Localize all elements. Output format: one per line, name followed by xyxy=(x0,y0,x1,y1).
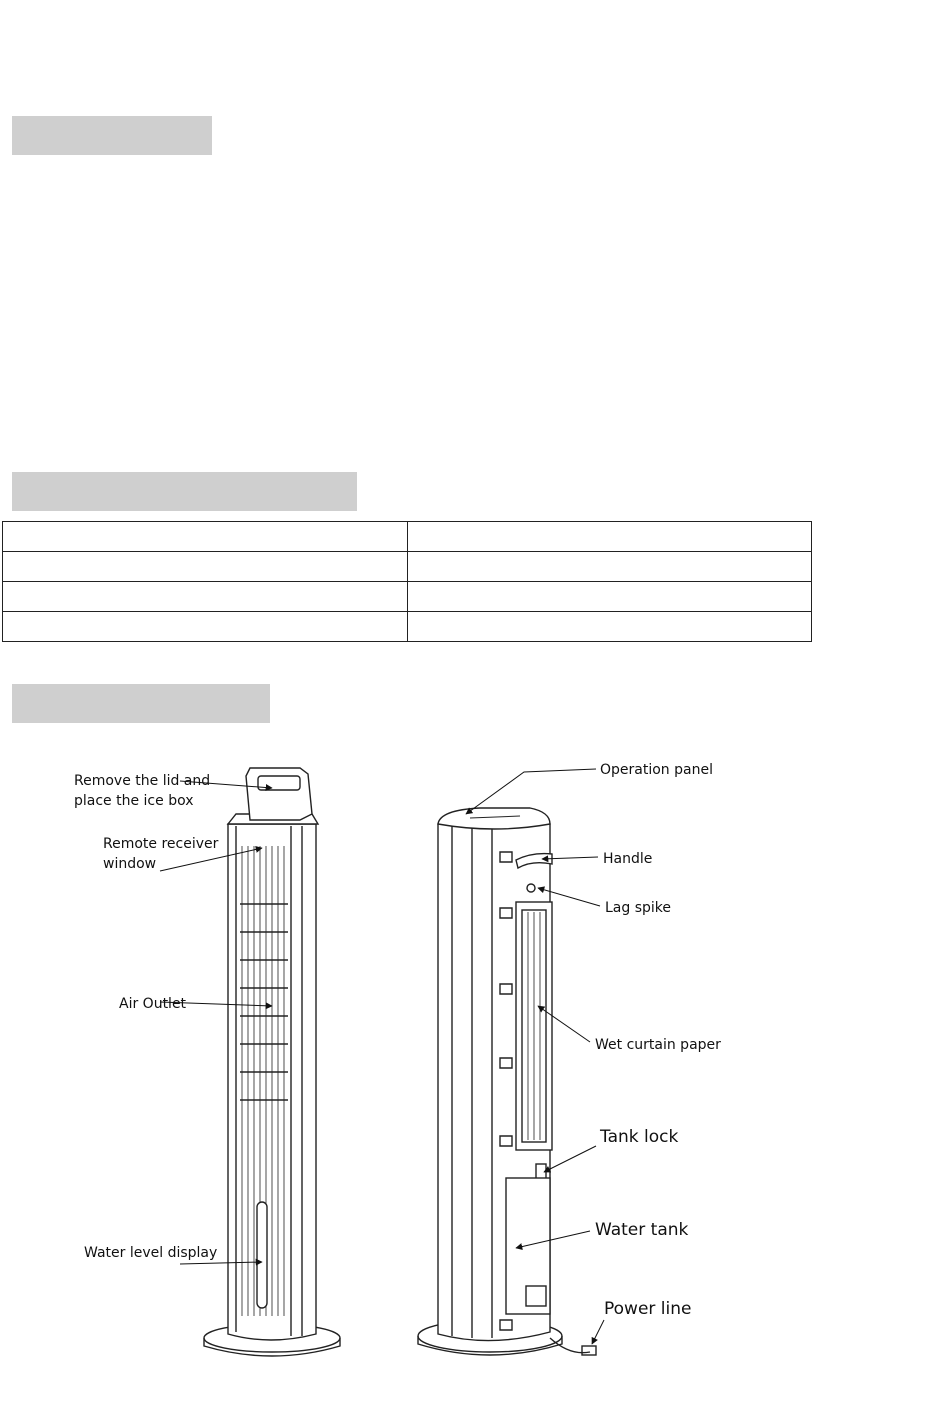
label-remove-lid-line1: Remove the lid and xyxy=(74,773,211,789)
table-cell xyxy=(407,552,812,582)
table-cell xyxy=(407,582,812,612)
table-cell xyxy=(3,522,408,552)
label-remote-receiver-line2: window xyxy=(103,856,157,872)
label-handle: Handle xyxy=(603,851,653,867)
back-view-illustration xyxy=(418,808,596,1355)
section-heading-bar-2 xyxy=(12,472,357,511)
section-heading-bar-1 xyxy=(12,116,212,155)
label-remote-receiver-line1: Remote receiver xyxy=(103,836,219,852)
label-wet-curtain-paper: Wet curtain paper xyxy=(595,1037,721,1053)
table-row xyxy=(3,612,812,642)
table-cell xyxy=(3,552,408,582)
label-water-tank: Water tank xyxy=(595,1220,689,1240)
table-cell xyxy=(407,522,812,552)
label-operation-panel: Operation panel xyxy=(600,762,713,778)
table-row xyxy=(3,552,812,582)
table-row xyxy=(3,522,812,552)
specification-table xyxy=(2,521,812,642)
table-cell xyxy=(3,612,408,642)
label-lag-spike: Lag spike xyxy=(605,900,672,916)
table-cell xyxy=(3,582,408,612)
label-air-outlet: Air Outlet xyxy=(119,996,187,1012)
label-remove-lid-line2: place the ice box xyxy=(74,793,194,809)
table-cell xyxy=(407,612,812,642)
label-power-line: Power line xyxy=(604,1299,692,1319)
section-heading-bar-3 xyxy=(12,684,270,723)
label-tank-lock: Tank lock xyxy=(600,1127,679,1147)
label-water-level-display: Water level display xyxy=(84,1245,218,1261)
table-row xyxy=(3,582,812,612)
product-parts-diagram xyxy=(0,726,950,1419)
